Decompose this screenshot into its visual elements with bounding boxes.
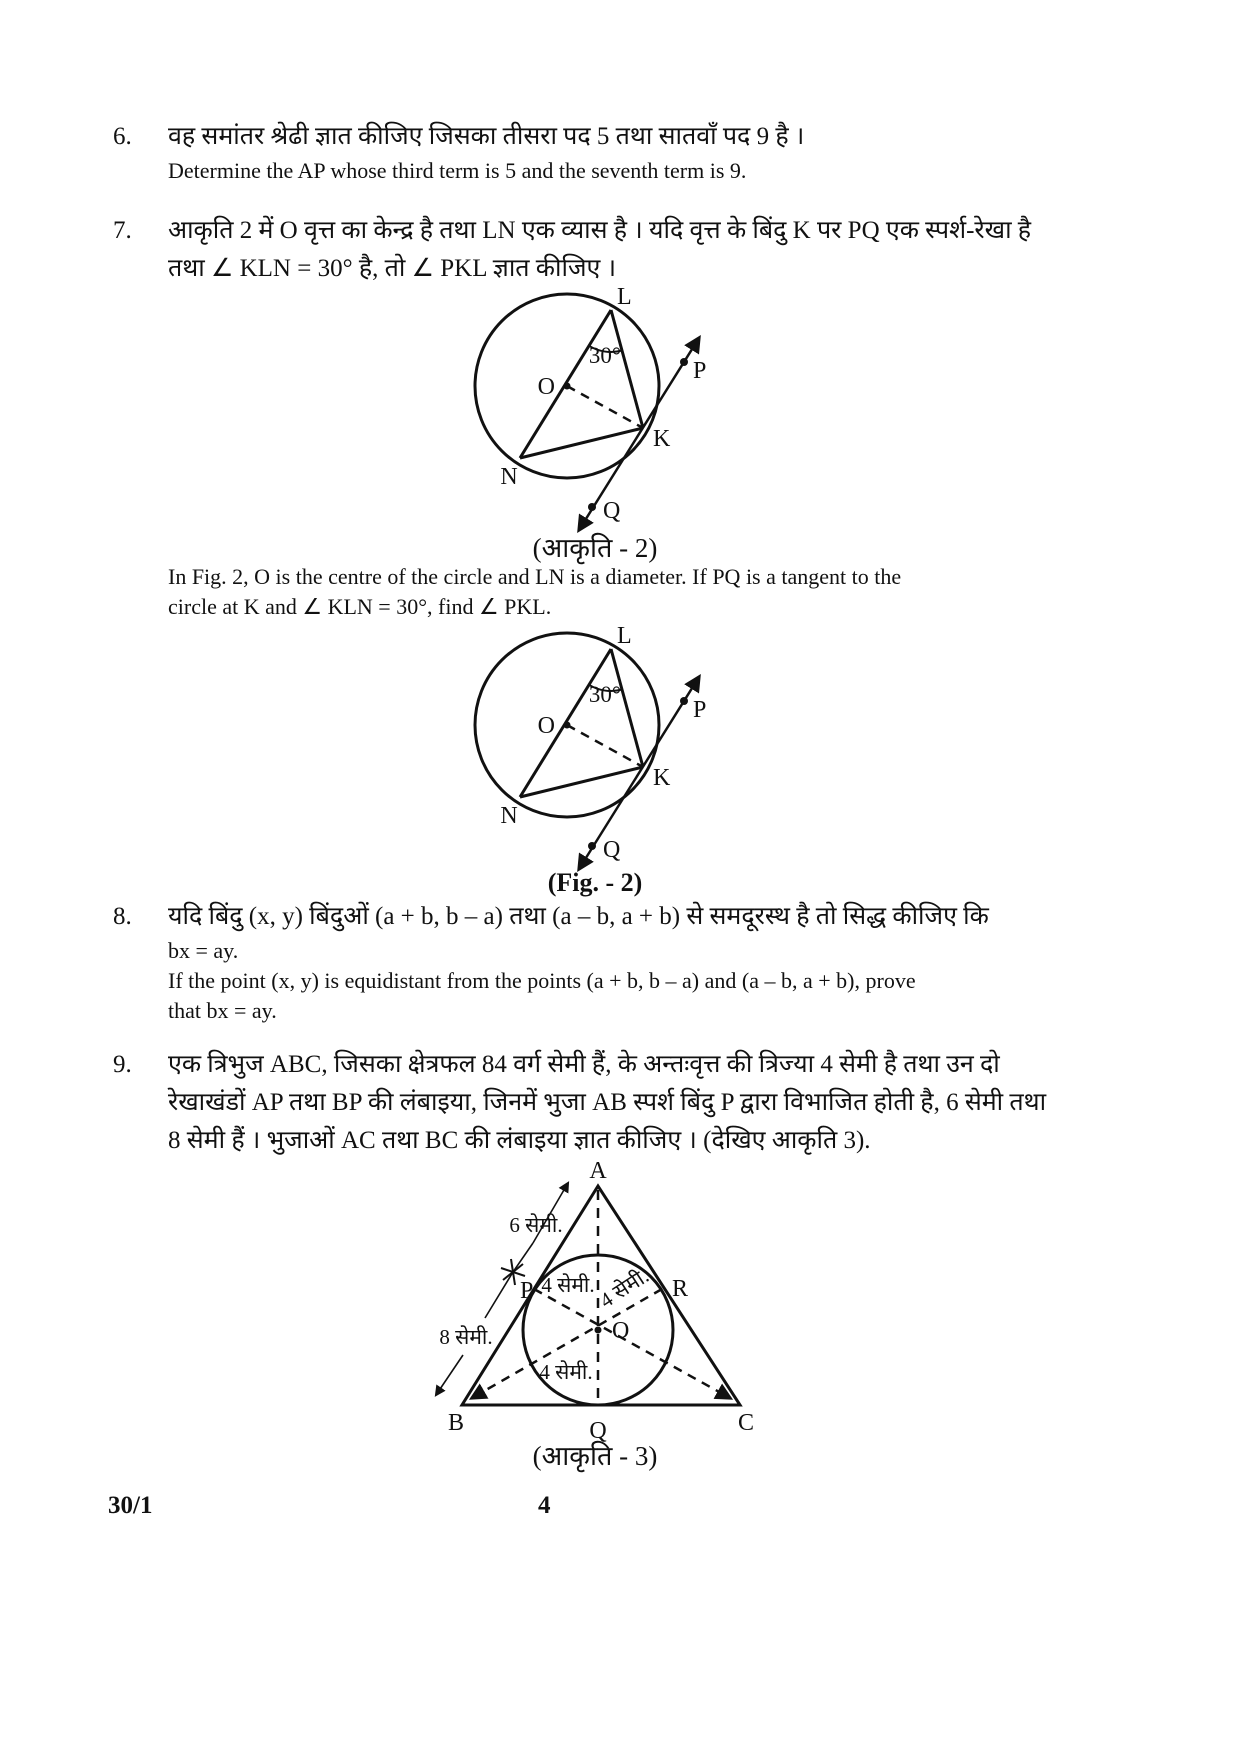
figure-circle-2 xyxy=(405,587,725,887)
figure-2-caption-english: (Fig. - 2) xyxy=(547,868,643,897)
center-dot-O xyxy=(564,383,571,390)
label-P: P xyxy=(520,1278,534,1304)
center-dot-O xyxy=(595,1327,602,1334)
question-8-number: 8. xyxy=(113,903,132,930)
label-4cm-OR: 4 सेमी. xyxy=(595,1263,654,1313)
label-L: L xyxy=(617,284,632,310)
footer-paper-code: 30/1 xyxy=(108,1492,153,1519)
radius-OK-dashed xyxy=(567,725,643,767)
label-4cm-OP: 4 सेमी. xyxy=(541,1273,595,1297)
question-9 xyxy=(113,1046,1053,1160)
label-L: L xyxy=(617,623,632,649)
point-dot-Q xyxy=(588,842,596,850)
question-7-hindi-line1: आकृति 2 में O वृत्त का केन्द्र है तथा LN एक व्यास है । यदि वृत्त के बिंदु K पर PQ एक स्पर्श-रेखा है xyxy=(168,217,1032,244)
label-A: A xyxy=(589,1158,607,1184)
dim-line-lower xyxy=(485,1272,513,1318)
question-6 xyxy=(113,118,1053,186)
figure-2-caption-hindi: (आकृति - 2) xyxy=(532,533,658,563)
question-6-number: 6. xyxy=(113,123,132,150)
question-6-english: Determine the AP whose third term is 5 and the seventh term is 9. xyxy=(168,158,747,183)
label-O: O xyxy=(612,1318,630,1344)
label-Q: Q xyxy=(589,1418,607,1444)
label-N: N xyxy=(500,464,518,490)
question-9-number: 9. xyxy=(113,1051,132,1078)
label-8cm: 8 सेमी. xyxy=(439,1325,493,1349)
point-dot-P xyxy=(680,697,688,705)
label-P: P xyxy=(693,697,707,723)
figure-circle-1 xyxy=(405,248,725,548)
label-Q: Q xyxy=(603,498,621,524)
chord-NK xyxy=(520,428,643,458)
label-angle-30: 30° xyxy=(588,682,622,707)
label-O: O xyxy=(537,374,555,400)
question-7-number: 7. xyxy=(113,217,132,244)
point-dot-P xyxy=(680,358,688,366)
label-P: P xyxy=(693,358,707,384)
figure-3-caption: (आकृति - 3) xyxy=(532,1441,658,1471)
label-R: R xyxy=(672,1276,689,1302)
question-9-hindi-line1: एक त्रिभुज ABC, जिसका क्षेत्रफल 84 वर्ग सेमी हैं, के अन्तःवृत्त की त्रिज्या 4 सेमी है तथा उन दो xyxy=(168,1051,1000,1078)
question-7-english-line2: circle at K and ∠ KLN = 30°, find ∠ PKL. xyxy=(168,594,552,619)
label-O: O xyxy=(537,713,555,739)
question-7-english-line1: In Fig. 2, O is the centre of the circle and LN is a diameter. If PQ is a tangent to the xyxy=(168,564,902,589)
question-9-hindi-line2: रेखाखंडों AP तथा BP की लंबाइया, जिनमें भुजा AB स्पर्श बिंदु P द्वारा विभाजित होती है, 6 सेमी तथा xyxy=(168,1089,1047,1116)
question-6-hindi: वह समांतर श्रेढी ज्ञात कीजिए जिसका तीसरा पद 5 तथा सातवाँ पद 9 है । xyxy=(168,123,805,150)
label-N: N xyxy=(500,803,518,829)
center-dot-O xyxy=(564,722,571,729)
label-B: B xyxy=(447,1410,465,1436)
radius-OK-dashed xyxy=(567,386,643,428)
question-7-hindi-line2: तथा ∠ KLN = 30° है, तो ∠ PKL ज्ञात कीजिए । xyxy=(168,255,617,282)
label-K: K xyxy=(653,426,671,452)
label-C: C xyxy=(737,1410,755,1436)
point-dot-Q xyxy=(588,503,596,511)
label-Q: Q xyxy=(603,837,621,863)
dim-arrow-PB xyxy=(436,1355,463,1395)
label-angle-30: 30° xyxy=(588,343,622,368)
question-8-hindi-line2: bx = ay. xyxy=(168,938,239,963)
question-8-english-line2: that bx = ay. xyxy=(168,998,277,1023)
label-6cm: 6 सेमी. xyxy=(509,1213,563,1237)
figure-triangle xyxy=(400,1158,780,1448)
question-8-english-line1: If the point (x, y) is equidistant from the points (a + b, b – a) and (a – b, a + b), prove xyxy=(168,968,916,993)
footer-page-number: 4 xyxy=(538,1492,551,1519)
dim-line-upper xyxy=(513,1243,533,1272)
question-9-hindi-line3: 8 सेमी हैं । भुजाओं AC तथा BC की लंबाइया ज्ञात कीजिए । (देखिए आकृति 3). xyxy=(168,1127,871,1154)
question-8 xyxy=(113,898,1053,1026)
chord-NK xyxy=(520,767,643,797)
label-4cm-OQ: 4 सेमी. xyxy=(539,1360,593,1384)
label-K: K xyxy=(653,765,671,791)
question-8-hindi-line1: यदि बिंदु (x, y) बिंदुओं (a + b, b – a) तथा (a – b, a + b) से समदूरस्थ है तो सिद्ध कीजिए कि xyxy=(168,903,989,930)
